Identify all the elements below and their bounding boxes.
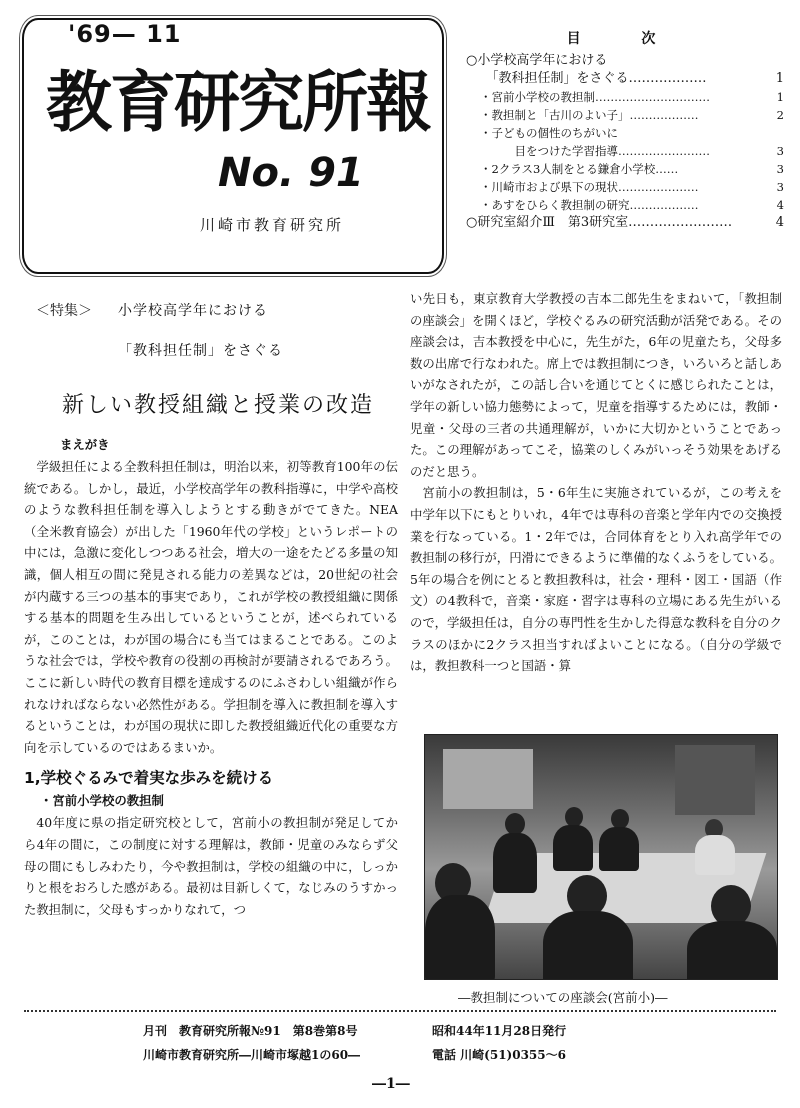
toc-item <box>466 142 784 160</box>
body-paragraph: 宮前小の教担制は，5・6年生に実施されているが，この考えを中学年以下にもとりいれ，4年では専科の音楽と学年内での交換授業を行なっている。1・2年では，合同体育をとり入れ高学年での教担制の移行が，円滑にできるように準備的なくふうをしている。5年の場合を例にとると教担教科は，社会・理科・図工・国語（作文）の4教科で，音楽・家庭・習字は専科の立場にある先生がいるので，学級担任は，自分の専門性を生かした得意な教科を自分のクラスのほかに2クラス担当すればよいことになる。（自分の学級では，教担教科一つと国語・算 <box>410 485 782 674</box>
preface-heading: まえがき <box>60 437 110 452</box>
preface-paragraph: 学級担任による全教科担任制は，明治以来，初等教育100年の伝統である。しかし，最近，小学校高学年の教科指導に，中学や高校のような教科担任制を導入しようとする動きがでてきた。NEA（全米教育協会）が出した「1960年代の学校」というレポートの中には，急激に変化しつつある社会，増大の一途をたどる多量の知識，個人相互の間に発見される能力の差異などは，20世紀の社会が内蔵する三つの基本的事実であり，これが学校の教授組織に関係する基本的問題を生み出しているということが，述べられているが，このことは，わが国の場合にも当てはまることである。このような社会では，学校や教育の役割の再検討が要請されるであろう。ここに新しい時代の教育目標を達成するのにふさわしい組織が作られなければならない必然性がある。学担制を導入に教担制を導入するということは，わが国の現状に即した教授組織近代化の重要な方向を示しているのではあるまいか。 <box>24 459 398 755</box>
toc-item-text: 目をつけた学習指導…………………… <box>480 144 710 158</box>
photo-person <box>543 911 633 980</box>
photo-caption: ―教担制についての座談会(宮前小)― <box>458 990 668 1005</box>
section-heading: 1,学校ぐるみで着実な歩みを続ける <box>24 769 274 788</box>
publisher-name: 川崎市教育研究所 <box>200 216 345 234</box>
toc-item <box>466 214 784 232</box>
issue-date: '69— 11 <box>68 20 182 48</box>
page-number: ―1― <box>372 1076 410 1092</box>
toc-item-text: ・川崎市および県下の現状………………… <box>480 180 699 194</box>
photo-person <box>599 827 639 871</box>
photo-person <box>611 809 629 829</box>
toc-item-text: 「教科担任制」をさぐる……………… <box>466 71 707 86</box>
meeting-photo <box>424 734 778 980</box>
feature-heading-line2: 「教科担任制」をさぐる <box>118 343 283 359</box>
footer-issue-date: 昭和44年11月28日発行 <box>432 1024 567 1038</box>
toc-item-text: ○研究室紹介Ⅲ 第3研究室…………………… <box>466 215 733 230</box>
subsection-heading: ・宮前小学校の教担制 <box>40 793 164 809</box>
issue-number: No. 91 <box>218 150 364 196</box>
toc-item-text: ・教担制と「古川のよい子」……………… <box>480 108 699 122</box>
feature-label: ＜特集＞ <box>36 303 92 319</box>
left-column <box>24 434 398 920</box>
right-column <box>410 288 782 677</box>
photo-person <box>493 833 537 893</box>
feature-heading-line1: 小学校高学年における <box>118 303 268 319</box>
toc-heading: 目 次 <box>566 31 684 47</box>
footer-publication-info: 月刊 教育研究所報№91 第8巻第8号 <box>143 1024 358 1038</box>
toc-item <box>466 88 784 106</box>
table-of-contents <box>466 28 784 258</box>
body-paragraph: い先日も，東京教育大学教授の吉本二郎先生をまねいて，「教担制の座談会」を開くほど，学校ぐるみの研究活動が活発である。その座談会は，吉本教授を中心に，先生がた，6年の児童たち，父母多数の出席で行なわれた。席上では教担制につき，いろいろと話しあいがなされたが，この話し合いを通じてとくに感じられたことは，学年の新しい協力態勢によって，児童を指導するためには，教師・児童・父母の三者の共通理解が，いかに大切かということであった。この理解があってこそ，協業のしくみがいっそう効果をあげるのだと思う。 <box>410 291 782 479</box>
toc-item-text: ・子どもの個性のちがいに <box>480 126 618 140</box>
toc-item <box>466 70 784 88</box>
footer-address: 川崎市教育研究所―川崎市塚越1の60― <box>143 1048 361 1062</box>
toc-item-page: 3 <box>776 162 784 176</box>
toc-item <box>466 106 784 124</box>
masthead-frame <box>22 18 444 274</box>
footer-divider <box>24 1010 776 1012</box>
toc-item-page: 3 <box>776 144 784 158</box>
article-title: 新しい教授組織と授業の改造 <box>62 393 375 418</box>
photo-person <box>565 807 583 827</box>
toc-item <box>466 196 784 214</box>
toc-item <box>466 178 784 196</box>
toc-item-page: 1 <box>775 71 784 86</box>
footer-phone: 電話 川崎(51)0355～6 <box>432 1048 566 1062</box>
toc-item-text: ・2クラス3人制をとる鎌倉小学校…… <box>480 162 679 176</box>
toc-item-text: ・宮前小学校の教担制………………………… <box>480 90 710 104</box>
toc-item-page: 2 <box>776 108 784 122</box>
report-title: 教育研究所報 <box>46 64 430 141</box>
toc-item-text: ○小学校高学年における <box>466 53 608 68</box>
photo-person <box>695 835 735 875</box>
photo-person <box>425 895 495 980</box>
photo-person <box>505 813 525 835</box>
photo-window <box>443 749 533 809</box>
toc-item-page: 1 <box>776 90 784 104</box>
photo-blackboard <box>675 745 755 815</box>
toc-item-page: 4 <box>776 198 784 212</box>
toc-item-text: ・あすをひらく教担制の研究……………… <box>480 198 699 212</box>
toc-item <box>466 124 784 142</box>
section-paragraph: 40年度に県の指定研究校として，宮前小の教担制が発足してから4年の間に，この制度に対する理解は，教師・児童のみならず父母の間にもしみわたり，今や教担制は，学校の組織の中に，しっかりと根をおろした感がある。最初は目新しくて，なじみのうすかった教担制に，父母もすっかりなれて，つ <box>24 815 398 917</box>
toc-item-page: 3 <box>776 180 784 194</box>
toc-item <box>466 160 784 178</box>
photo-person <box>553 825 593 871</box>
photo-person <box>687 921 777 980</box>
toc-item-page: 4 <box>775 215 784 230</box>
toc-item <box>466 52 784 70</box>
